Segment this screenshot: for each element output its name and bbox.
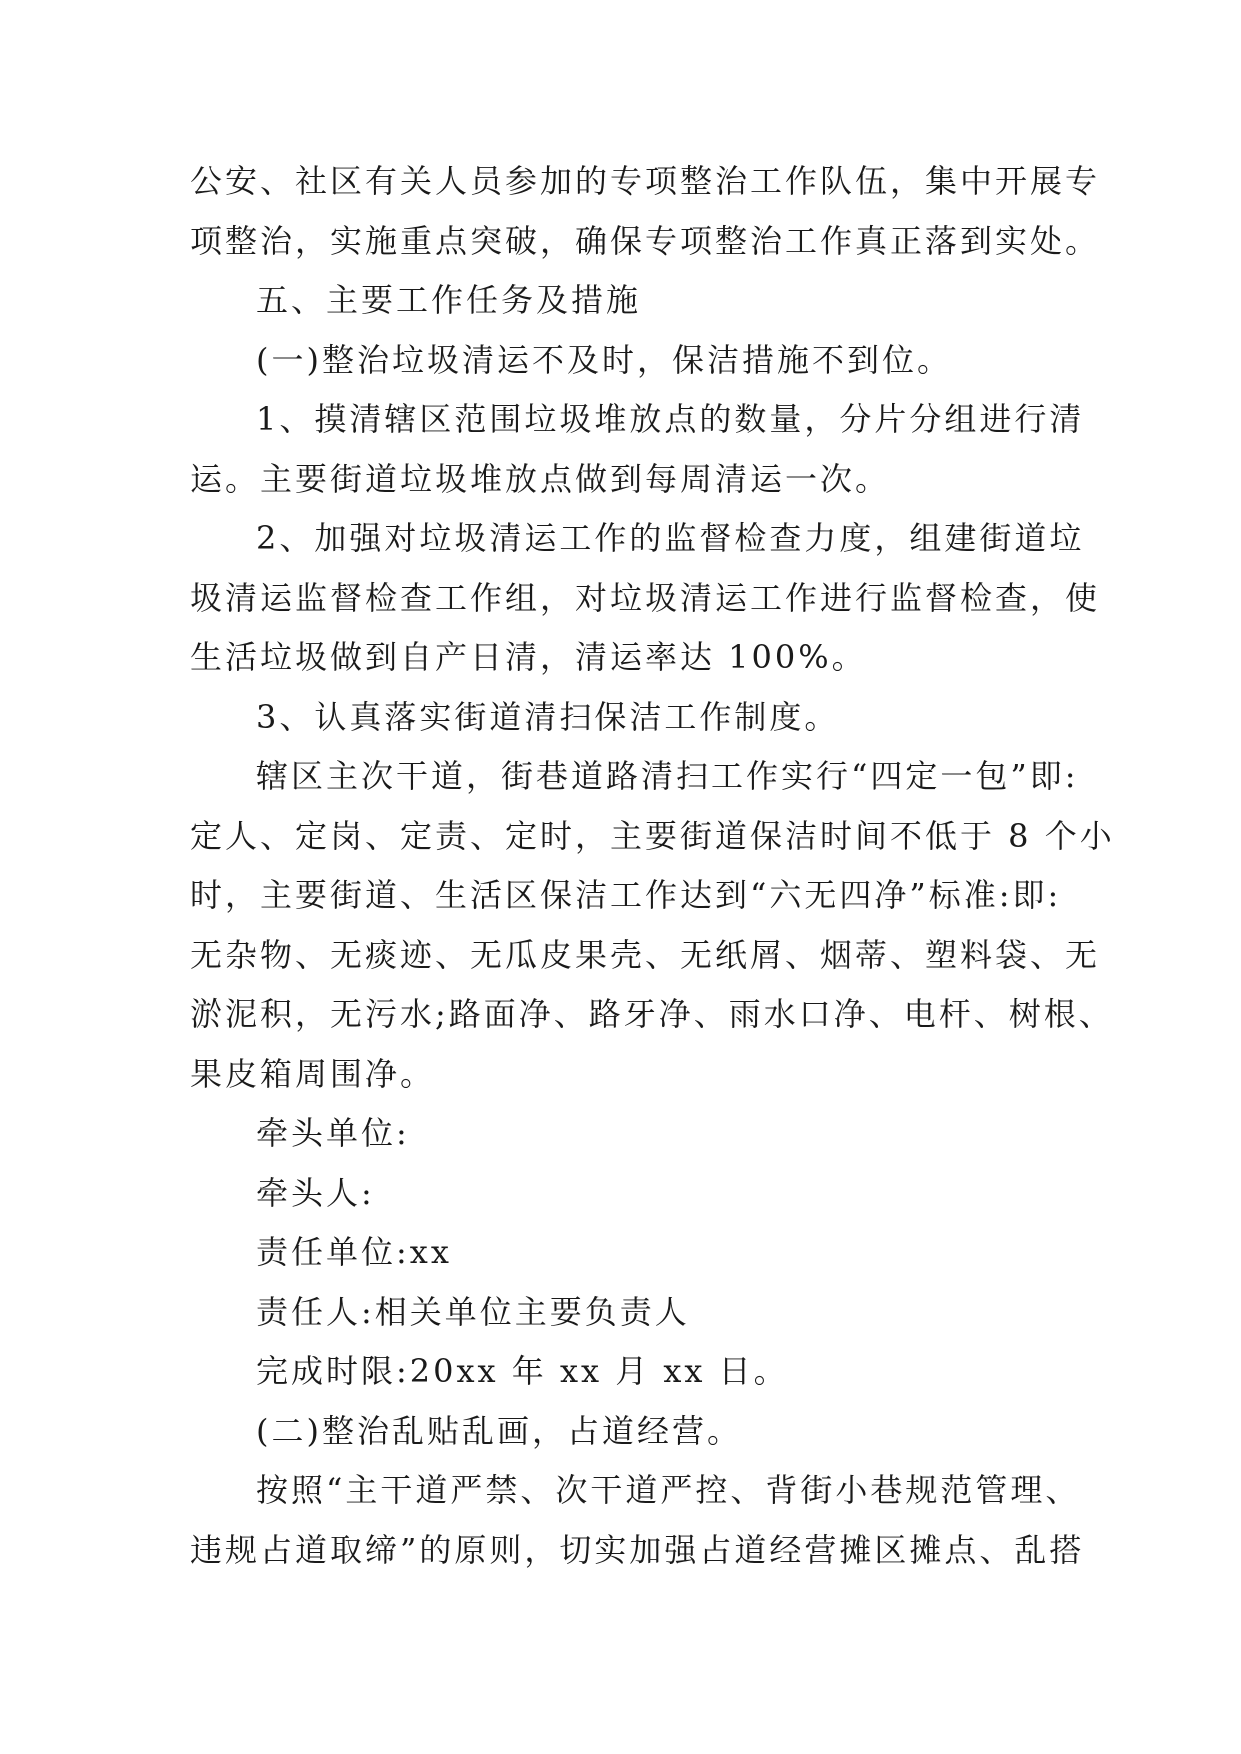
section-heading: 五、主要工作任务及措施 xyxy=(256,281,642,319)
deadline-field: 完成时限:20xx 年 xx 月 xx 日。 xyxy=(256,1352,789,1390)
lead-person-field: 牵头人: xyxy=(256,1173,375,1212)
text-line: 圾清运监督检查工作组，对垃圾清运工作进行监督检查，使 xyxy=(190,578,1101,617)
text-line: 时，主要街道、生活区保洁工作达到“六无四净”标准:即: xyxy=(190,876,1062,914)
text-line: 按照“主干道严禁、次干道严控、背街小巷规范管理、 xyxy=(256,1471,1081,1509)
text-line: 辖区主次干道，街巷道路清扫工作实行“四定一包”即: xyxy=(256,757,1079,795)
text-line: 无杂物、无痰迹、无瓜皮果壳、无纸屑、烟蒂、塑料袋、无 xyxy=(190,935,1101,974)
text-line: 定人、定岗、定责、定时，主要街道保洁时间不低于 8 个小 xyxy=(190,816,1115,855)
text-line: 公安、社区有关人员参加的专项整治工作队伍，集中开展专 xyxy=(190,162,1101,200)
document-body xyxy=(190,152,1115,1580)
responsible-unit-field: 责任单位:xx xyxy=(256,1233,452,1271)
text-line: 3、认真落实街道清扫保洁工作制度。 xyxy=(256,697,840,736)
text-line: 果皮箱周围净。 xyxy=(190,1054,436,1093)
subsection-heading: (二)整治乱贴乱画，占道经营。 xyxy=(256,1411,742,1450)
text-line: 运。主要街道垃圾堆放点做到每周清运一次。 xyxy=(190,459,891,498)
text-line: 2、加强对垃圾清运工作的监督检查力度，组建街道垃 xyxy=(256,519,1085,557)
text-line: 1、摸清辖区范围垃圾堆放点的数量，分片分组进行清 xyxy=(256,400,1085,438)
text-line: 违规占道取缔”的原则，切实加强占道经营摊区摊点、乱搭 xyxy=(190,1530,1085,1569)
text-line: 淤泥积，无污水;路面净、路牙净、雨水口净、电杆、树根、 xyxy=(190,995,1114,1033)
responsible-person-field: 责任人:相关单位主要负责人 xyxy=(256,1292,690,1331)
text-line: 生活垃圾做到自产日清，清运率达 100%。 xyxy=(190,638,867,676)
subsection-heading: (一)整治垃圾清运不及时，保洁措施不到位。 xyxy=(256,340,952,379)
text-line: 项整治，实施重点突破，确保专项整治工作真正落到实处。 xyxy=(190,221,1101,260)
lead-unit-field: 牵头单位: xyxy=(256,1114,410,1152)
